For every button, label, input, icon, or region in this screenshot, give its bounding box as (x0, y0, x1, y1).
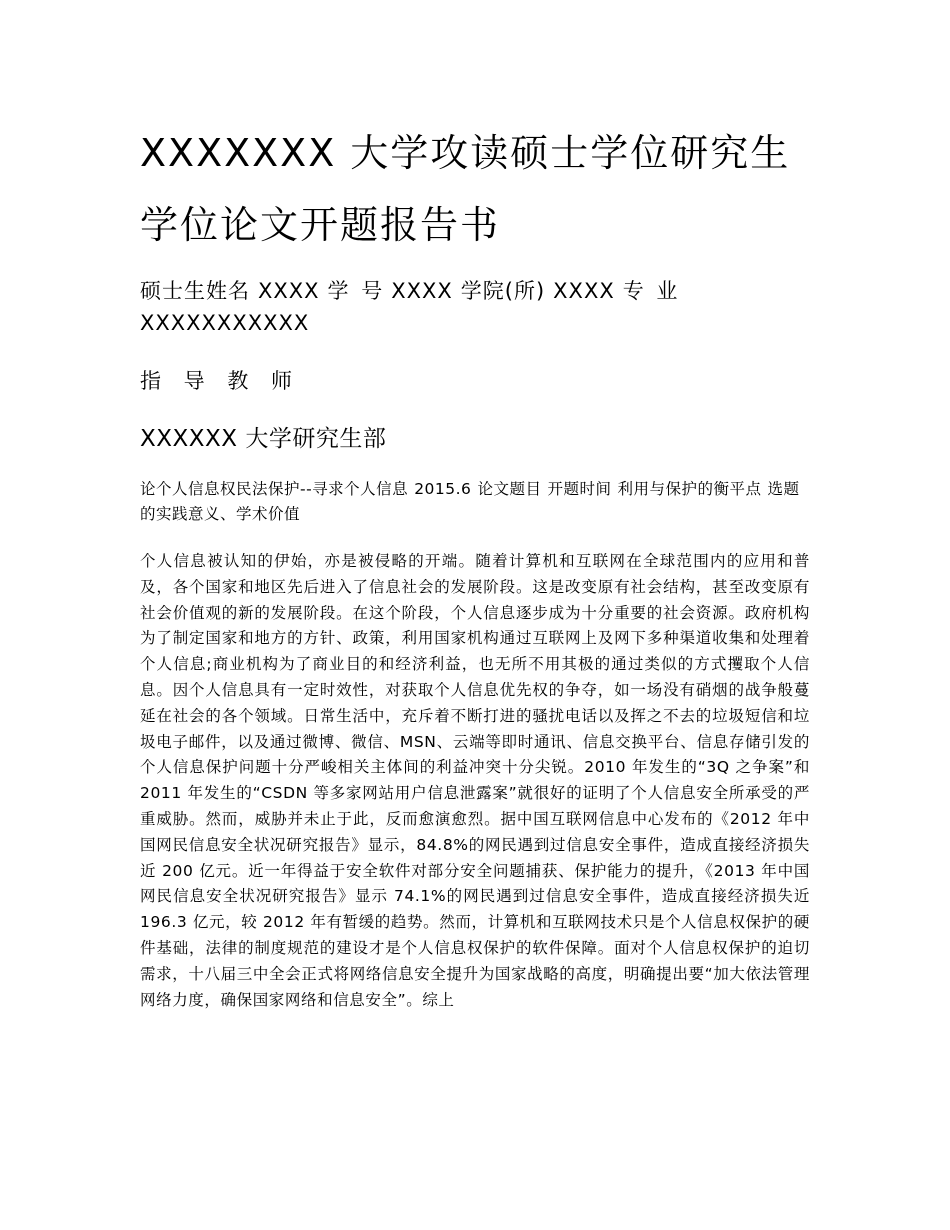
student-name-value: XXXX (258, 279, 320, 303)
document-page (140, 0, 810, 1029)
proposal-time-label: 开题时间 (547, 480, 612, 498)
student-id-label: 学 号 (327, 279, 384, 303)
department-name: XXXXXX 大学研究生部 (140, 426, 387, 452)
major-label: 专 业 (622, 279, 679, 303)
advisor-label: 指 导 教 师 (140, 369, 301, 393)
document-title-line1: XXXXXXX 大学攻读硕士学位研究生 (140, 131, 791, 175)
thesis-title-part1: 论个人信息权民法保护--寻求个人信息 (140, 480, 409, 498)
student-id-value: XXXX (391, 279, 453, 303)
college-label: 学院(所) (460, 279, 546, 303)
thesis-title-label: 论文题目 (477, 480, 542, 498)
major-value: XXXXXXXXXXX (140, 311, 310, 335)
student-info (140, 275, 810, 339)
significance-label: 选题的实践意义、学术价值 (140, 480, 800, 523)
student-name-label: 硕士生姓名 (140, 279, 250, 303)
topic-row (140, 477, 810, 527)
proposal-date: 2015.6 (414, 480, 472, 498)
body-paragraph: 个人信息被认知的伊始，亦是被侵略的开端。随着计算机和互联网在全球范围内的应用和普及，各个国家和地区先后进入了信息社会的发展阶段。这是改变原有社会结构，甚至改变原有社会价值观的新的发展阶段。在这个阶段，个人信息逐步成为十分重要的社会资源。政府机构为了制定国家和地方的方针、政策，利用国家机构通过互联网上及网下多种渠道收集和处理着个人信息;商业机构为了商业目的和经济利益，也无所不用其极的通过类似的方式攫取个人信息。因个人信息具有一定时效性，对获取个人信息优先权的争夺，如一场没有硝烟的战争般蔓延在社会的各个领域。日常生活中，充斥着不断打进的骚扰电话以及挥之不去的垃圾短信和垃圾电子邮件，以及通过微博、微信、MSN、云端等即时通讯、信息交换平台、信息存储引发的个人信息保护问题十分严峻相关主体间的利益冲突十分尖锐。2010 年发生的“3Q 之争案”和 2011 年发生的“CSDN 等多家网站用户信息泄露案”就很好的证明了个人信息安全所承受的严重威胁。然而，威胁并未止于此，反而愈演愈烈。据中国互联网信息中心发布的《2012 年中国网民信息安全状况研究报告》显示，84.8%的网民遇到过信息安全事件，造成直接经济损失近 200 亿元。近一年得益于安全软件对部分安全问题捕获、保护能力的提升，《2013 年中国网民信息安全状况研究报告》显示 74.1%的网民遇到过信息安全事件，造成直接经济损失近196.3 亿元，较 2012 年有暂缓的趋势。然而，计算机和互联网技术只是个人信息权保护的硬件基础，法律的制度规范的建设才是个人信息权保护的软件保障。面对个人信息权保护的迫切需求，十八届三中全会正式将网络信息安全提升为国家战略的高度，明确提出要“加大依法管理网络力度，确保国家网络和信息安全”。综上 (140, 552, 810, 1009)
college-value: XXXX (553, 279, 615, 303)
document-title-line2: 学位论文开题报告书 (140, 203, 501, 247)
thesis-title-part2: 利用与保护的衡平点 (617, 480, 762, 498)
